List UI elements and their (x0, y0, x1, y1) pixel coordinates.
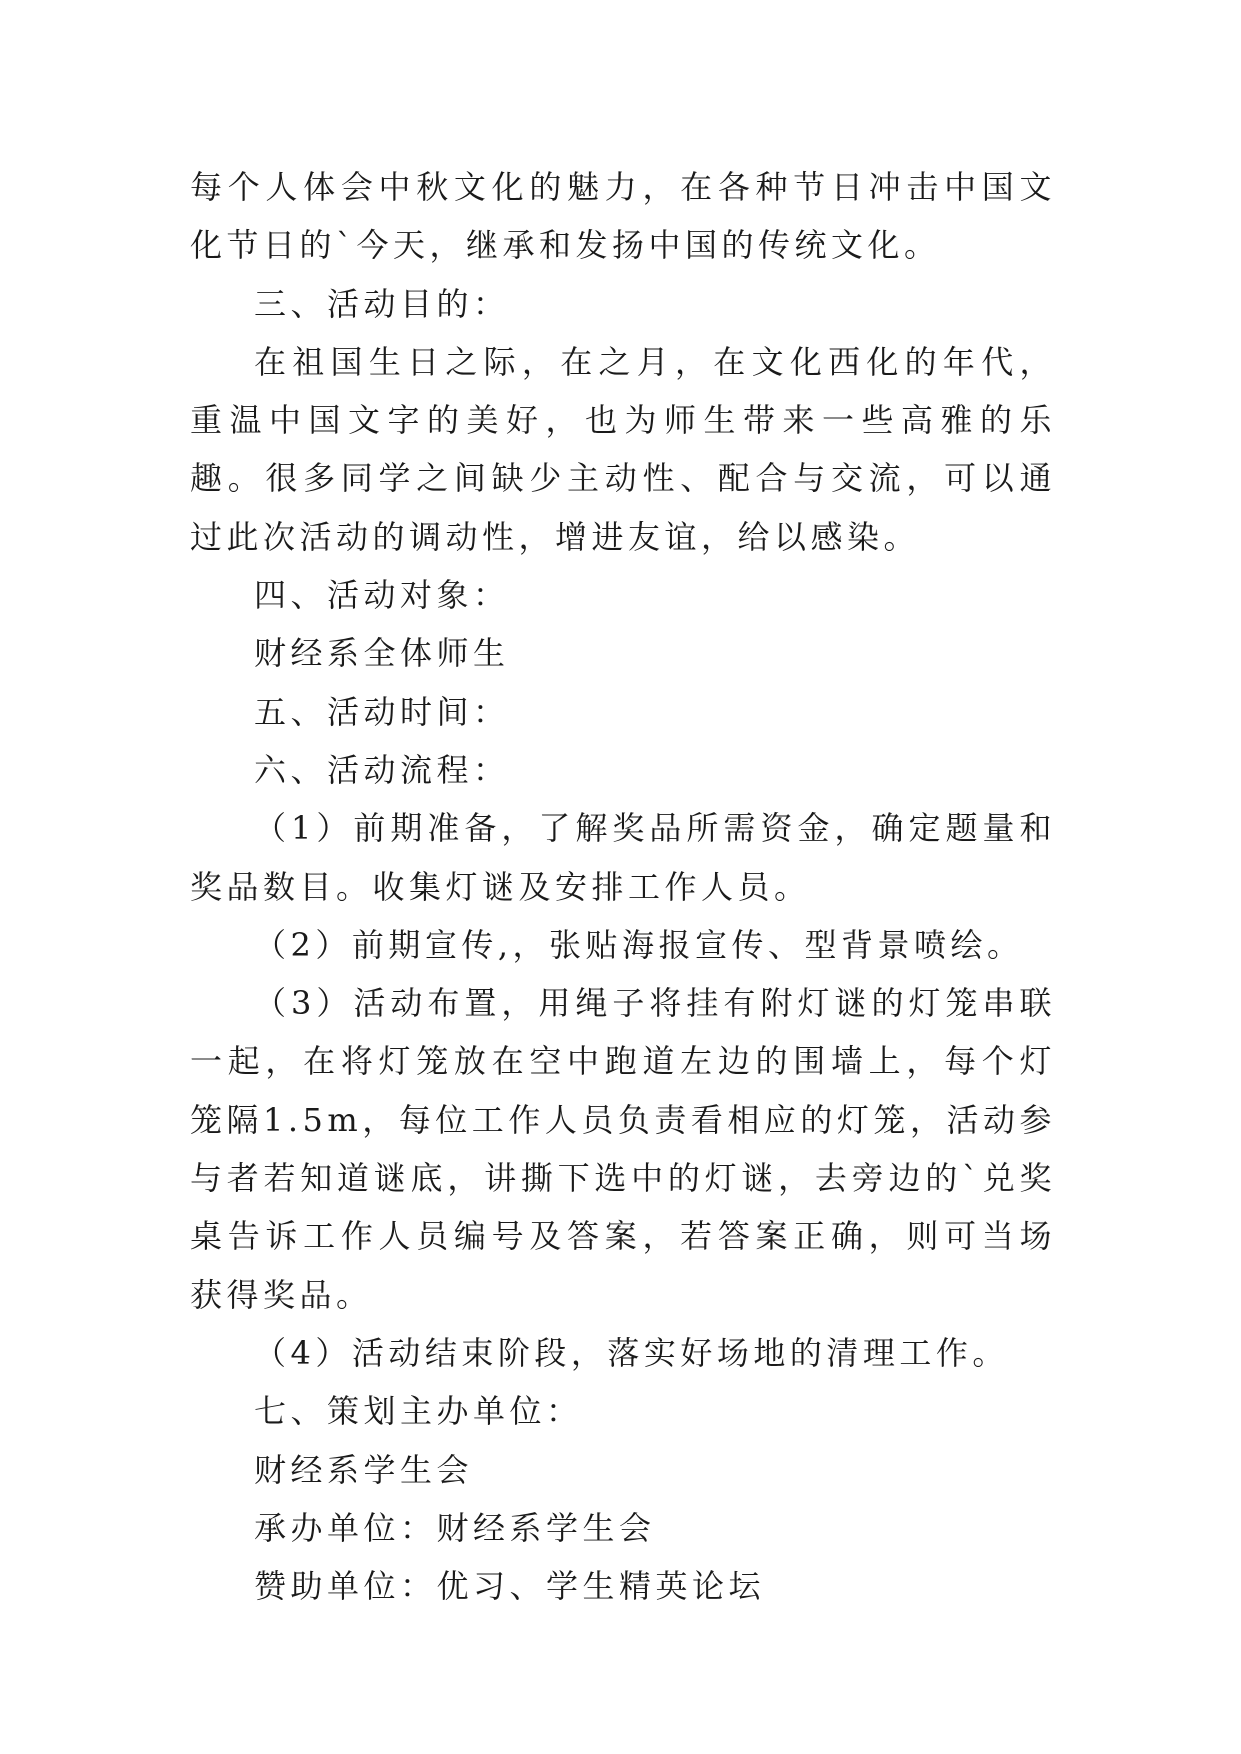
paragraph-activity-target: 财经系全体师生 (254, 634, 510, 673)
paragraph-process-step-2: （2）前期宣传,，张贴海报宣传、型背景喷绘。 (254, 925, 1024, 964)
paragraph-sponsor: 赞助单位：优习、学生精英论坛 (254, 1567, 766, 1606)
paragraph-co-organizer: 承办单位：财经系学生会 (254, 1508, 656, 1547)
document-body (190, 158, 1056, 1615)
paragraph-intro-continuation: 每个人体会中秋文化的魅力，在各种节日冲击中国文化节日的`今天，继承和发扬中国的传统文化。 (190, 168, 1056, 265)
paragraph-process-step-4: （4）活动结束阶段，落实好场地的清理工作。 (254, 1333, 1009, 1372)
heading-activity-time: 五、活动时间： (254, 692, 510, 731)
heading-activity-purpose: 三、活动目的： (254, 284, 510, 323)
paragraph-process-step-3: （3）活动布置，用绳子将挂有附灯谜的灯笼串联一起，在将灯笼放在空中跑道左边的围墙上，每个灯笼隔1.5m，每位工作人员负责看相应的灯笼，活动参与者若知道谜底，讲撕下选中的灯谜，去旁边的`兑奖桌告诉工作人员编号及答案，若答案正确，则可当场获得奖品。 (190, 984, 1056, 1314)
paragraph-activity-purpose: 在祖国生日之际，在之月，在文化西化的年代，重温中国文字的美好，也为师生带来一些高雅的乐趣。很多同学之间缺少主动性、配合与交流，可以通过此次活动的调动性，增进友谊，给以感染。 (190, 342, 1056, 556)
paragraph-organizer: 财经系学生会 (254, 1450, 474, 1489)
paragraph-process-step-1: （1）前期准备，了解奖品所需资金，确定题量和奖品数目。收集灯谜及安排工作人员。 (190, 809, 1056, 906)
heading-organizer: 七、策划主办单位： (254, 1392, 583, 1431)
heading-activity-process: 六、活动流程： (254, 750, 510, 789)
heading-activity-target: 四、活动对象： (254, 576, 510, 615)
